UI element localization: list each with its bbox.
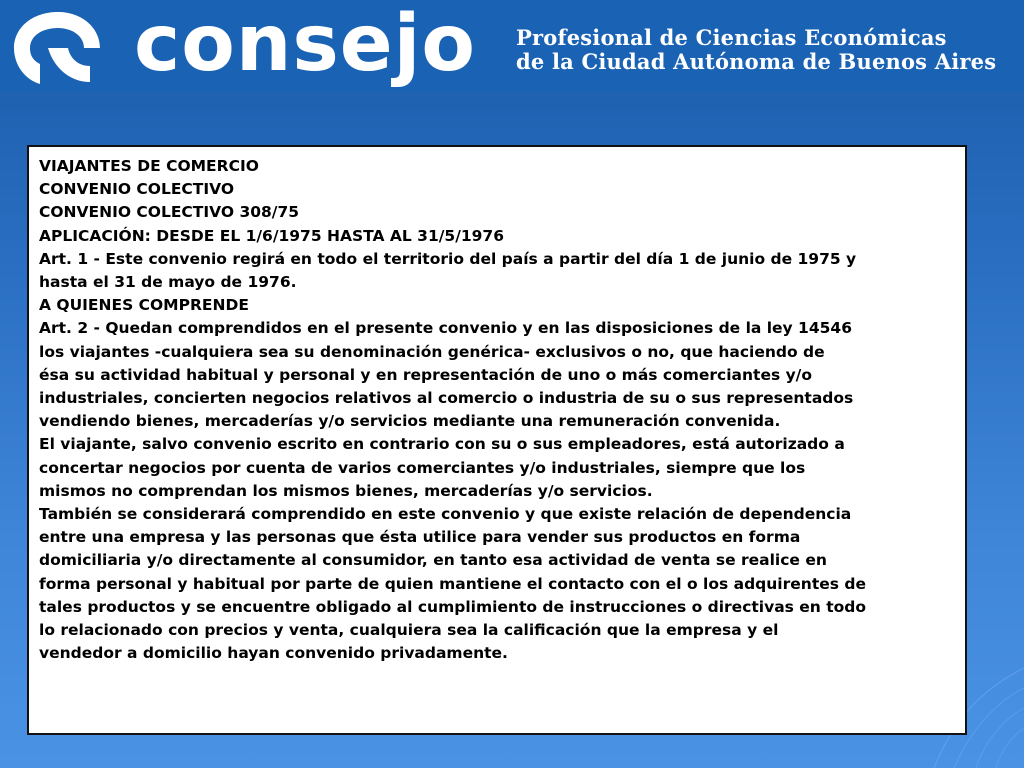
doc-text-line: los viajantes -cualquiera sea su denominación genérica- exclusivos o no, que haciendo de [39,342,825,361]
document-text-box [27,145,967,735]
doc-aplicacion: APLICACIÓN: DESDE EL 1/6/1975 HASTA AL 31/5/1976 [39,226,504,245]
doc-text-line: lo relacionado con precios y venta, cualquiera sea la calificación que la empresa y el [39,621,779,640]
consejo-logo-icon [10,8,106,86]
doc-text-line: entre una empresa y las personas que ésta utilice para vender sus productos en forma [39,528,801,547]
doc-text-line: vendiendo bienes, mercaderías y/o servicios mediante una remuneración convenida. [39,412,781,431]
brand-subtitle-line-1: Profesional de Ciencias Económicas [516,25,947,50]
doc-text-line: industriales, concierten negocios relativos al comercio o industria de su o sus representados [39,389,854,408]
doc-text-line: Art. 1 - Este convenio regirá en todo el territorio del país a partir del día 1 de junio de 1975 y [39,249,857,268]
doc-text-line: El viajante, salvo convenio escrito en contrario con su o sus empleadores, está autorizado a [39,435,845,454]
doc-title: VIAJANTES DE COMERCIO [39,157,259,175]
doc-text-line: forma personal y habitual por parte de quien mantiene el contacto con el o los adquirentes de [39,574,866,593]
brand-subtitle [516,26,996,74]
doc-section-heading: A QUIENES COMPRENDE [39,296,249,315]
doc-text-line: Art. 2 - Quedan comprendidos en el presente convenio y en las disposiciones de la ley 14546 [39,319,852,338]
doc-text-line: ésa su actividad habitual y personal y en representación de uno o más comerciantes y/o [39,365,812,384]
doc-convenio-number: CONVENIO COLECTIVO 308/75 [39,203,300,222]
doc-text-line: domiciliaria y/o directamente al consumidor, en tanto esa actividad de venta se realice en [39,551,827,570]
doc-text-line: También se considerará comprendido en este convenio y que existe relación de dependencia [39,505,852,524]
header-banner [0,0,1024,92]
doc-text-line: mismos no comprendan los mismos bienes, mercaderías y/o servicios. [39,481,653,500]
doc-text-line: hasta el 31 de mayo de 1976. [39,273,297,292]
doc-subtitle: CONVENIO COLECTIVO [39,180,235,199]
brand-subtitle-line-2: de la Ciudad Autónoma de Buenos Aires [516,49,997,74]
doc-text-line: concertar negocios por cuenta de varios comerciantes y/o industriales, siempre que los [39,458,806,477]
doc-text-line: vendedor a domicilio hayan convenido privadamente. [39,644,508,663]
doc-text-line: tales productos y se encuentre obligado al cumplimiento de instrucciones o directivas en todo [39,597,867,616]
brand-name: consejo [134,0,477,89]
